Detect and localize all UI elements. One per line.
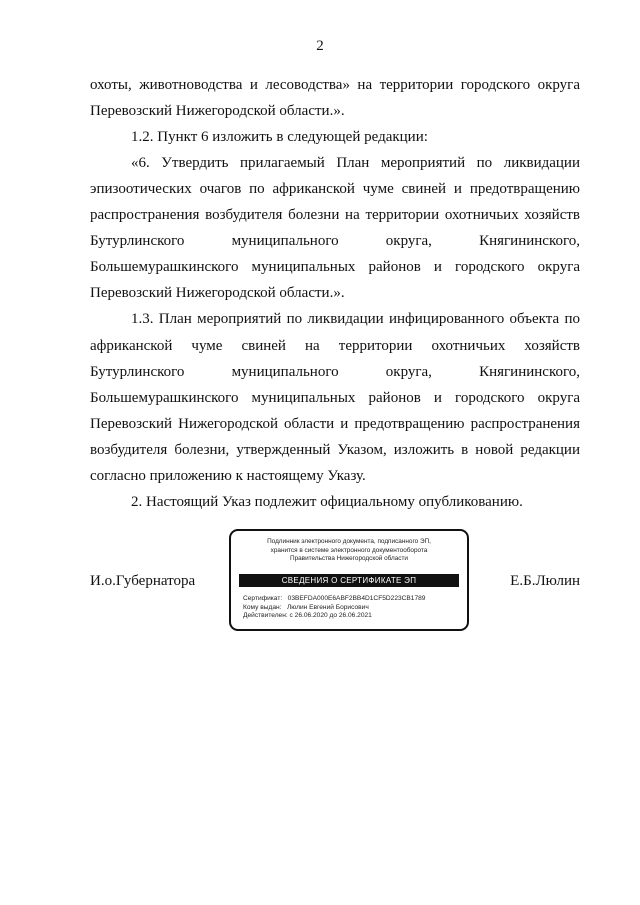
body-line: 2. Настоящий Указ подлежит официальному опубликованию. [131,494,523,510]
page-number: 2 [316,38,324,54]
certificate-note-line: Правительства Нижегородской области [289,555,409,562]
certificate-note [231,538,467,564]
body-line: эпизоотических очагов по африканской чуме свиней и предотвращению [90,181,580,197]
signer-name: Е.Б.Люлин [510,573,580,589]
body-line: Большемурашкинского муниципальных районов и городского округа [90,259,580,275]
body-line: Большемурашкинского муниципальных районов и городского округа [90,390,580,406]
body-line: согласно приложению к настоящему Указу. [90,468,366,484]
body-line: Перевозский Нижегородской области.». [90,103,345,119]
certificate-details [243,595,425,621]
body-line: охоты, животноводства и лесоводства» на территории городского округа [90,77,580,93]
body-line: Перевозский Нижегородской области и предотвращению распространения [90,416,580,432]
body-line: «6. Утвердить прилагаемый План мероприятий по ликвидации [131,155,580,171]
body-line: Бутурлинского муниципального округа, Княгининского, [90,364,580,380]
certificate-serial: Сертификат: 03BEFDA000E6ABF2BB4D1CF5D223CB1789 [243,595,426,602]
certificate-note-line: хранится в системе электронного документооборота [270,546,428,554]
body-line: Перевозский Нижегородской области.». [90,285,345,301]
body-line: распространения возбудителя болезни на территории охотничьих хозяйств [90,207,580,223]
body-line: возбудителя болезни, утвержденный Указом, изложить в новой редакции [90,442,580,458]
certificate-validity: Действителен: с 26.06.2020 до 26.06.2021 [243,612,372,619]
body-line: Бутурлинского муниципального округа, Княгининского, [90,233,580,249]
body-line: 1.2. Пункт 6 изложить в следующей редакции: [131,129,428,145]
body-line: 1.3. План мероприятий по ликвидации инфицированного объекта по [131,311,580,327]
certificate-owner: Кому выдан: Люлин Евгений Борисович [243,603,369,611]
certificate-stamp [229,529,469,631]
certificate-header: СВЕДЕНИЯ О СЕРТИФИКАТЕ ЭП [239,574,459,587]
certificate-note-line: Подлинник электронного документа, подписанного ЭП, [267,538,431,545]
body-line: африканской чуме свиней на территории охотничьих хозяйств [90,338,580,354]
signer-position: И.о.Губернатора [90,573,196,589]
